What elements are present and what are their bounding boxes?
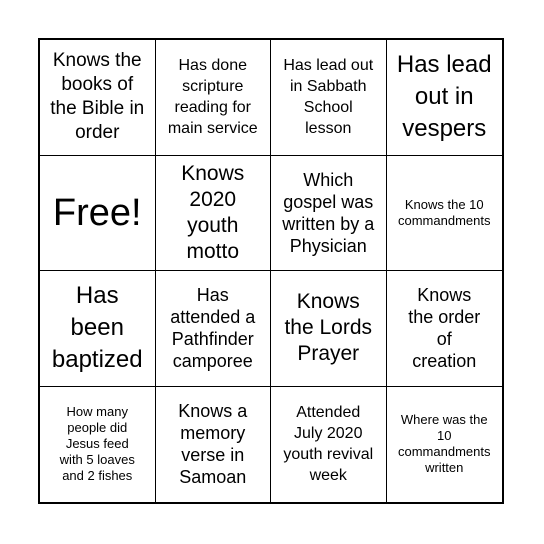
bingo-cell[interactable] [387,40,503,156]
cell-text: Knows a memory verse in Samoan [178,401,248,488]
bingo-cell[interactable] [271,40,387,156]
cell-text: Knows the order of creation [408,285,481,372]
bingo-cell[interactable] [271,271,387,387]
bingo-cell[interactable] [156,156,272,272]
cell-text: Which gospel was written by a Physician [282,169,375,256]
cell-text: Attended July 2020 youth revival week [283,404,374,485]
cell-text: Has done scripture reading for main service [167,57,258,138]
cell-text: Knows 2020 youth motto [181,161,245,263]
cell-text: Has lead out in vespers [396,51,492,143]
bingo-board [38,38,504,504]
cell-text: Knows the 10 commandments [398,196,491,228]
cell-text: Knows the Lords Prayer [284,290,373,366]
cell-text: Has lead out in Sabbath School lesson [283,57,374,138]
cell-text: Has been baptized [51,282,143,374]
free-space-cell[interactable] [40,156,156,272]
cell-text: Has attended a Pathfinder camporee [170,285,256,372]
cell-text: How many people did Jesus feed with 5 loaves and 2 fishes [59,404,135,484]
bingo-cell[interactable] [387,387,503,503]
cell-text: Knows the books of the Bible in order [50,50,145,144]
cell-text: Free! [52,191,142,234]
bingo-cell[interactable] [387,156,503,272]
cell-text: Where was the 10 commandments written [398,412,491,476]
bingo-cell[interactable] [156,40,272,156]
bingo-cell[interactable] [40,387,156,503]
bingo-cell[interactable] [271,387,387,503]
bingo-cell[interactable] [156,387,272,503]
bingo-cell[interactable] [271,156,387,272]
bingo-cell[interactable] [40,40,156,156]
bingo-cell[interactable] [387,271,503,387]
bingo-cell[interactable] [40,271,156,387]
bingo-cell[interactable] [156,271,272,387]
